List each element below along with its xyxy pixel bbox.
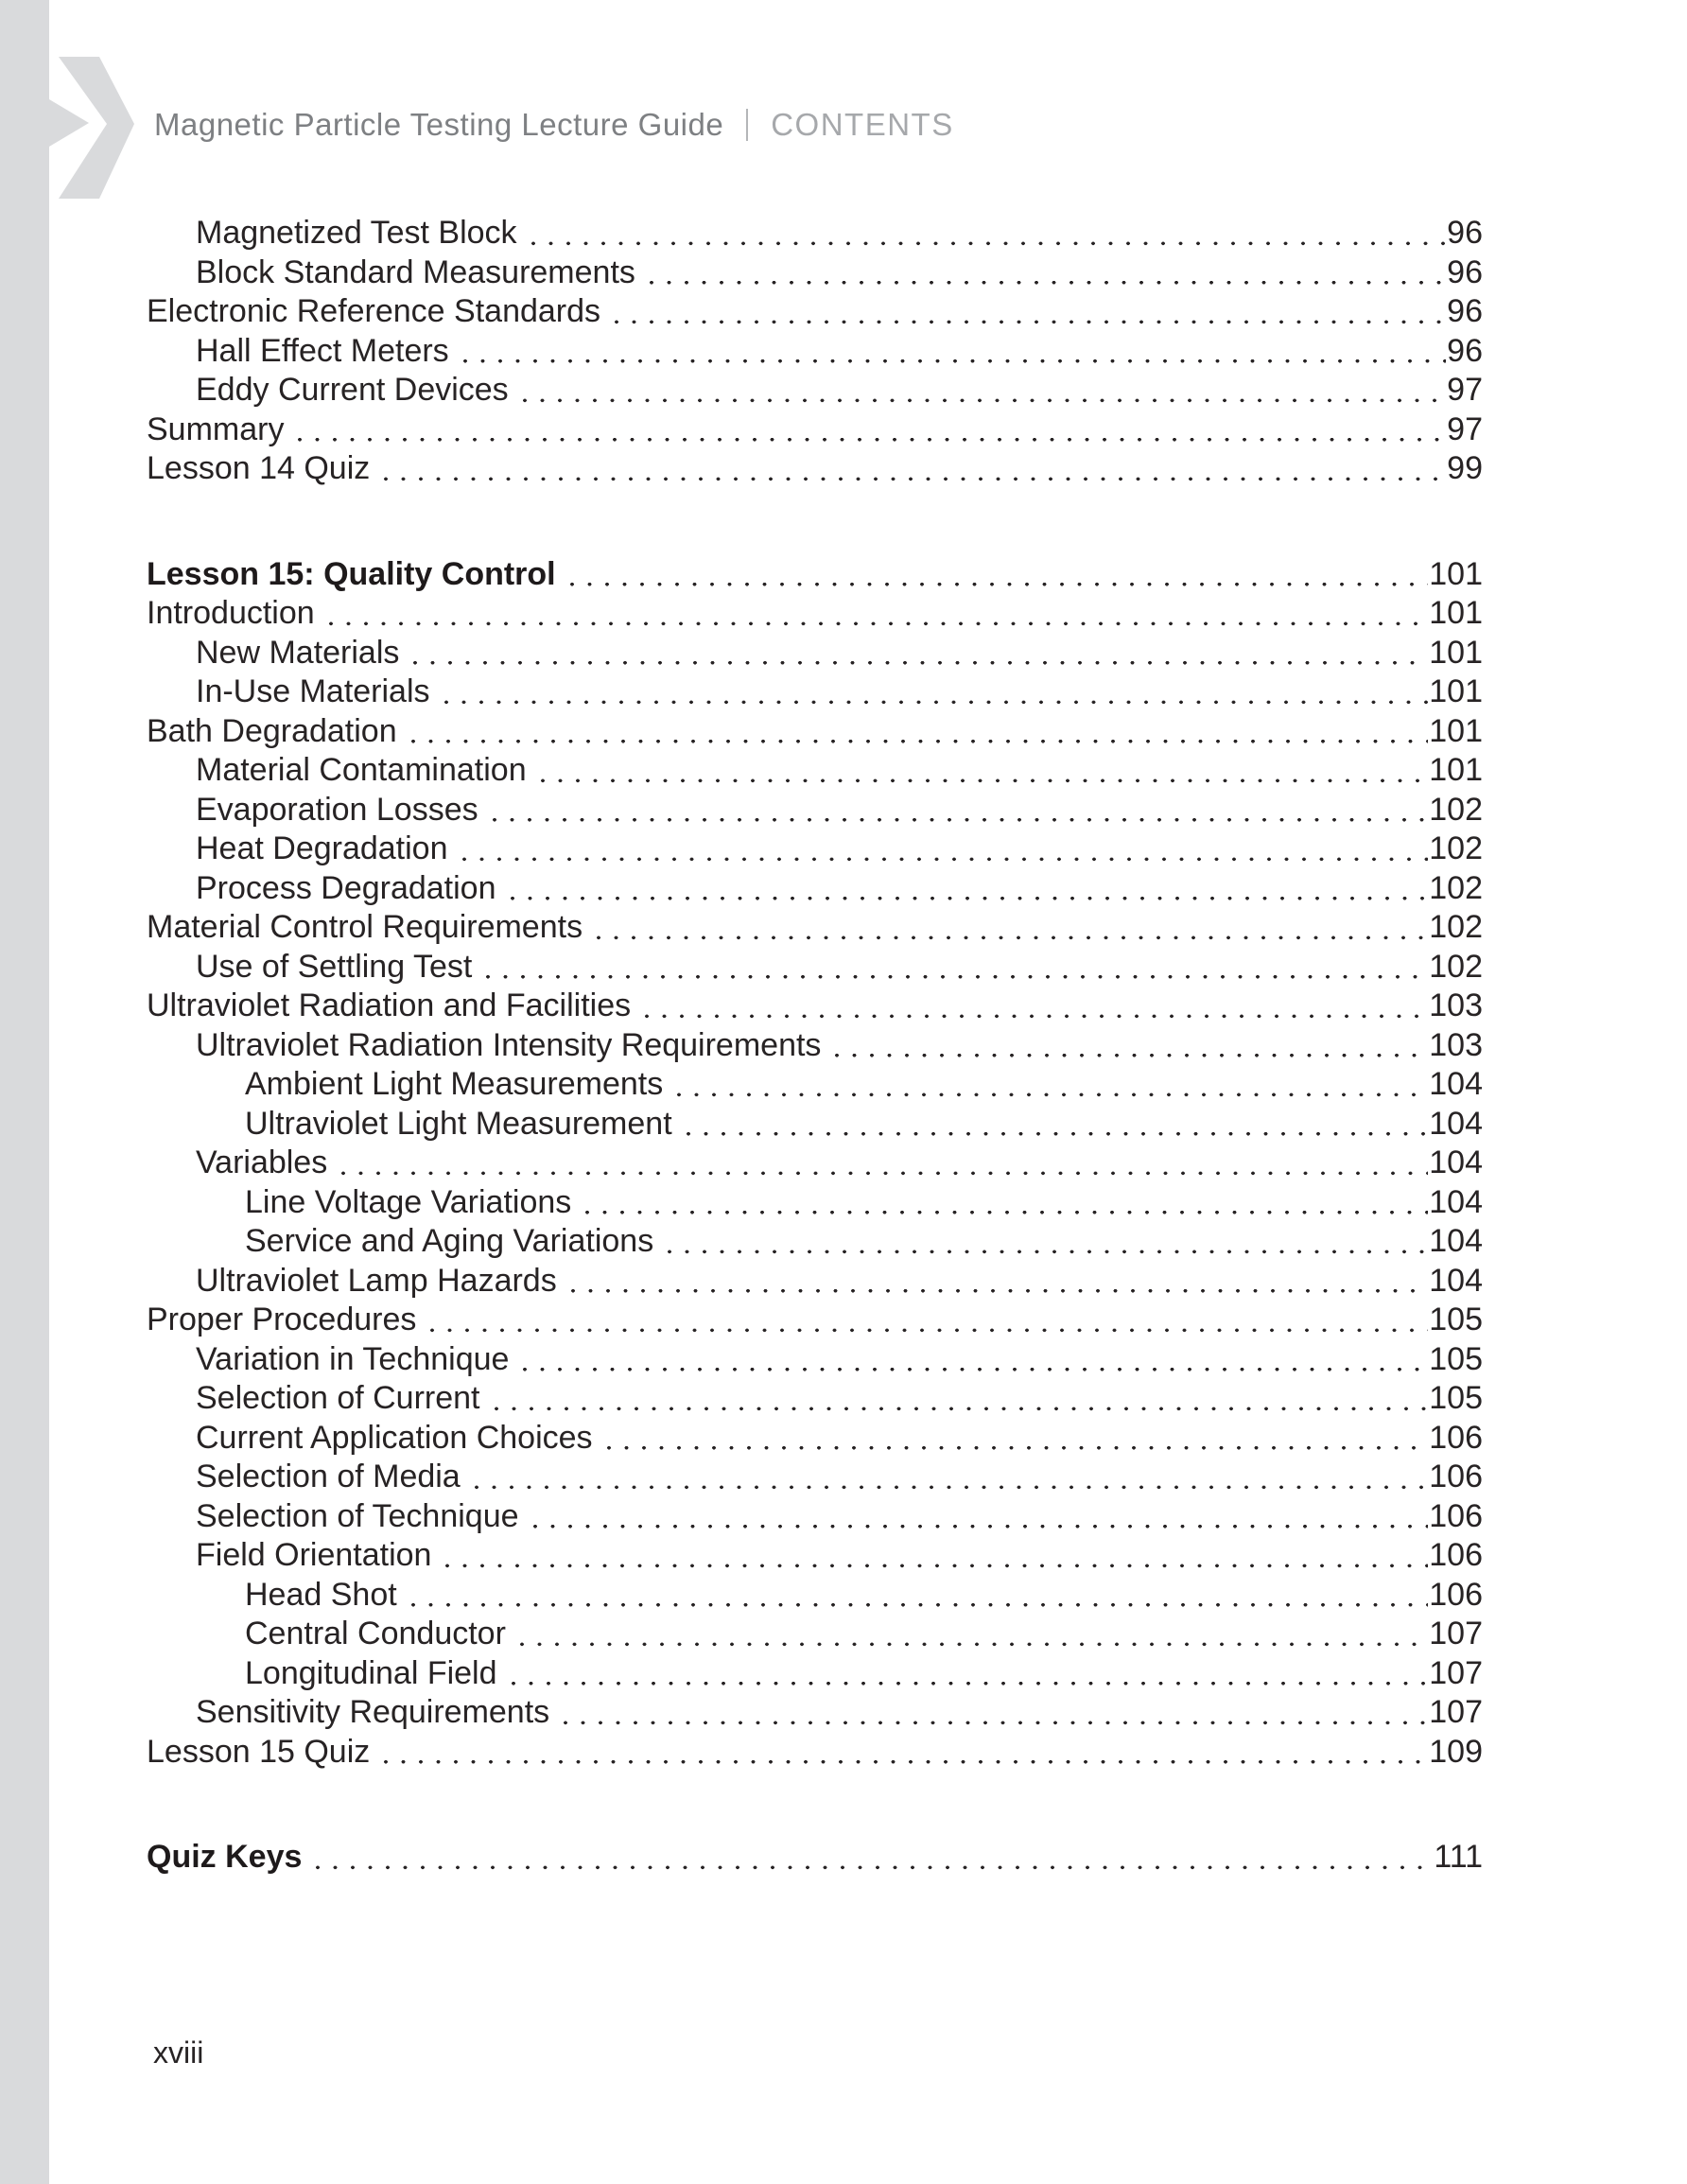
toc-entry-page: 99 xyxy=(1447,450,1483,486)
toc-row xyxy=(0,1105,1483,1144)
toc-entry-label: Sensitivity Requirements xyxy=(196,1694,550,1730)
toc-entry-page: 101 xyxy=(1429,555,1483,592)
toc-row xyxy=(0,1262,1483,1302)
toc-leader-dots xyxy=(443,673,1429,712)
toc-entry-label: Ultraviolet Radiation Intensity Requirements xyxy=(196,1026,822,1063)
toc-entry-page: 96 xyxy=(1447,293,1483,329)
toc-entry-page: 105 xyxy=(1429,1380,1483,1416)
toc-entry-label: Proper Procedures xyxy=(147,1302,417,1337)
toc-row xyxy=(0,1419,1483,1459)
toc-entry-page: 106 xyxy=(1429,1537,1483,1573)
toc-entry-page: 104 xyxy=(1429,1066,1483,1102)
toc-entry-page: 107 xyxy=(1429,1616,1483,1651)
toc-entry-page: 106 xyxy=(1429,1497,1483,1534)
toc-row xyxy=(0,1615,1483,1654)
toc-leader-dots xyxy=(686,1105,1429,1144)
toc-entry-label: In-Use Materials xyxy=(196,673,430,709)
toc-entry-page: 97 xyxy=(1447,372,1483,408)
toc-leader-dots xyxy=(596,908,1428,948)
toc-row xyxy=(0,292,1483,332)
toc-leader-dots xyxy=(297,411,1446,450)
toc-leader-dots xyxy=(444,1536,1428,1576)
toc-leader-dots xyxy=(667,1222,1428,1262)
toc-row xyxy=(0,987,1483,1026)
toc-entry-page: 104 xyxy=(1429,1105,1483,1142)
toc-entry-page: 96 xyxy=(1447,332,1483,369)
toc-row xyxy=(0,1065,1483,1105)
toc-row xyxy=(0,1340,1483,1380)
toc-entry-label: Variation in Technique xyxy=(196,1340,510,1377)
toc-entry-label: Selection of Technique xyxy=(196,1497,519,1534)
toc-row xyxy=(0,634,1483,673)
header-section-label: CONTENTS xyxy=(771,107,954,142)
toc-entry-label: Selection of Current xyxy=(196,1380,480,1416)
toc-entry-label: Lesson 14 Quiz xyxy=(147,450,371,486)
toc-entry-page: 104 xyxy=(1429,1262,1483,1299)
toc-entry-page: 101 xyxy=(1429,673,1483,709)
toc-leader-dots xyxy=(676,1065,1428,1105)
toc-entry-label: Quiz Keys xyxy=(147,1839,303,1875)
toc-row xyxy=(0,1026,1483,1066)
toc-entry-label: Current Application Choices xyxy=(196,1419,593,1456)
toc-leader-dots xyxy=(570,1262,1429,1302)
toc-leader-dots xyxy=(510,869,1429,909)
toc-row xyxy=(0,830,1483,869)
toc-row xyxy=(0,1379,1483,1419)
toc-entry-label: Material Control Requirements xyxy=(147,909,583,945)
toc-leader-dots xyxy=(328,594,1429,634)
toc-entry-page: 105 xyxy=(1429,1302,1483,1337)
toc-entry-page: 103 xyxy=(1429,987,1483,1023)
toc-row xyxy=(0,1838,1483,1878)
toc-entry-label: Electronic Reference Standards xyxy=(147,293,601,329)
toc-entry-page: 106 xyxy=(1429,1459,1483,1494)
toc-row xyxy=(0,1693,1483,1733)
toc-leader-dots xyxy=(834,1026,1428,1066)
toc-entry-page: 96 xyxy=(1447,253,1483,290)
toc-leader-dots xyxy=(606,1419,1429,1459)
toc-leader-dots xyxy=(461,830,1429,869)
toc-entry-page: 104 xyxy=(1429,1223,1483,1259)
toc-entry-label: Eddy Current Devices xyxy=(196,372,509,408)
toc-entry-label: Introduction xyxy=(147,595,315,631)
toc-entry-page: 106 xyxy=(1429,1576,1483,1613)
toc-row xyxy=(0,1144,1483,1183)
toc-entry-label: Heat Degradation xyxy=(196,830,448,866)
toc-row xyxy=(0,1301,1483,1340)
toc-entry-label: Variables xyxy=(196,1144,328,1180)
toc-leader-dots xyxy=(563,1693,1428,1733)
toc-entry-page: 104 xyxy=(1429,1144,1483,1180)
toc-entry-page: 101 xyxy=(1429,712,1483,749)
toc-leader-dots xyxy=(492,791,1429,830)
toc-entry-page: 97 xyxy=(1447,411,1483,447)
toc-leader-dots xyxy=(584,1183,1428,1223)
toc-row xyxy=(0,555,1483,595)
toc-row xyxy=(0,253,1483,293)
toc-entry-label: Ultraviolet Light Measurement xyxy=(245,1105,672,1142)
toc-entry-label: Ambient Light Measurements xyxy=(245,1066,664,1102)
toc-entry-label: Selection of Media xyxy=(196,1459,461,1494)
toc-row xyxy=(0,1497,1483,1537)
toc-leader-dots xyxy=(614,292,1446,332)
toc-entry-page: 107 xyxy=(1429,1654,1483,1691)
toc-row xyxy=(0,214,1483,253)
toc-entry-label: Head Shot xyxy=(245,1576,397,1613)
toc-leader-dots xyxy=(474,1458,1429,1497)
toc-row xyxy=(0,1222,1483,1262)
toc-entry-label: Evaporation Losses xyxy=(196,791,478,828)
toc-leader-dots xyxy=(530,214,1447,253)
toc-leader-dots xyxy=(649,253,1446,293)
toc-leader-dots xyxy=(522,1340,1428,1380)
toc-row xyxy=(0,1536,1483,1576)
toc-row xyxy=(0,673,1483,712)
toc-entry-page: 106 xyxy=(1429,1419,1483,1456)
toc-entry-label: Longitudinal Field xyxy=(245,1654,497,1691)
toc-row xyxy=(0,371,1483,411)
toc-leader-dots xyxy=(511,1654,1429,1694)
toc-leader-dots xyxy=(340,1144,1428,1183)
toc-row xyxy=(0,594,1483,634)
toc-entry-page: 103 xyxy=(1429,1026,1483,1063)
table-of-contents xyxy=(0,214,1483,1878)
toc-entry-page: 102 xyxy=(1429,791,1483,828)
toc-leader-dots xyxy=(540,751,1429,791)
toc-leader-dots xyxy=(644,987,1428,1026)
toc-entry-page: 102 xyxy=(1429,830,1483,866)
toc-entry-page: 111 xyxy=(1434,1839,1483,1875)
toc-leader-dots xyxy=(519,1615,1428,1654)
toc-entry-label: Service and Aging Variations xyxy=(245,1223,654,1259)
toc-row xyxy=(0,1654,1483,1694)
toc-row xyxy=(0,869,1483,909)
toc-entry-label: Summary xyxy=(147,411,285,447)
toc-entry-page: 107 xyxy=(1429,1694,1483,1730)
toc-row xyxy=(0,1576,1483,1616)
toc-entry-label: Ultraviolet Lamp Hazards xyxy=(196,1262,557,1299)
toc-leader-dots xyxy=(315,1838,1433,1878)
toc-entry-label: Lesson 15 Quiz xyxy=(147,1733,371,1770)
chevron-arrow-icon xyxy=(0,0,151,218)
toc-row xyxy=(0,1733,1483,1773)
toc-row xyxy=(0,449,1483,489)
toc-leader-dots xyxy=(383,1733,1428,1773)
toc-entry-label: Ultraviolet Radiation and Facilities xyxy=(147,987,632,1023)
toc-entry-label: Hall Effect Meters xyxy=(196,332,449,369)
toc-row xyxy=(0,791,1483,830)
toc-entry-page: 105 xyxy=(1429,1340,1483,1377)
toc-leader-dots xyxy=(429,1301,1428,1340)
toc-entry-page: 102 xyxy=(1429,948,1483,985)
toc-row xyxy=(0,332,1483,372)
toc-leader-dots xyxy=(522,371,1446,411)
toc-row xyxy=(0,1183,1483,1223)
toc-entry-label: Line Voltage Variations xyxy=(245,1183,572,1220)
toc-row xyxy=(0,948,1483,987)
toc-entry-page: 104 xyxy=(1429,1183,1483,1220)
toc-entry-label: Lesson 15: Quality Control xyxy=(147,555,556,592)
toc-entry-page: 101 xyxy=(1429,595,1483,631)
toc-leader-dots xyxy=(383,449,1446,489)
toc-leader-dots xyxy=(494,1379,1429,1419)
toc-leader-dots xyxy=(462,332,1446,372)
toc-entry-page: 101 xyxy=(1429,752,1483,788)
toc-entry-label: Use of Settling Test xyxy=(196,948,473,985)
toc-leader-dots xyxy=(410,1576,1429,1616)
toc-entry-page: 96 xyxy=(1447,215,1483,251)
document-header xyxy=(154,98,954,151)
toc-entry-label: Material Contamination xyxy=(196,752,527,788)
toc-row xyxy=(0,712,1483,752)
toc-entry-label: Central Conductor xyxy=(245,1616,506,1651)
toc-row xyxy=(0,411,1483,450)
toc-leader-dots xyxy=(412,634,1428,673)
toc-row xyxy=(0,751,1483,791)
footer-page-number: xviii xyxy=(153,2035,204,2070)
toc-entry-page: 109 xyxy=(1429,1733,1483,1770)
toc-entry-page: 102 xyxy=(1429,869,1483,906)
toc-leader-dots xyxy=(485,948,1428,987)
toc-row xyxy=(0,908,1483,948)
toc-entry-label: Block Standard Measurements xyxy=(196,253,635,290)
toc-entry-page: 101 xyxy=(1429,634,1483,671)
document-title: Magnetic Particle Testing Lecture Guide xyxy=(154,107,724,142)
header-divider xyxy=(746,109,748,141)
toc-entry-label: Field Orientation xyxy=(196,1537,432,1573)
toc-entry-label: New Materials xyxy=(196,634,400,671)
toc-row xyxy=(0,1458,1483,1497)
toc-entry-label: Magnetized Test Block xyxy=(196,215,517,251)
toc-leader-dots xyxy=(532,1497,1429,1537)
toc-leader-dots xyxy=(569,555,1429,595)
toc-entry-label: Process Degradation xyxy=(196,869,496,906)
toc-leader-dots xyxy=(410,712,1429,752)
toc-entry-label: Bath Degradation xyxy=(147,712,397,749)
toc-entry-page: 102 xyxy=(1429,909,1483,945)
